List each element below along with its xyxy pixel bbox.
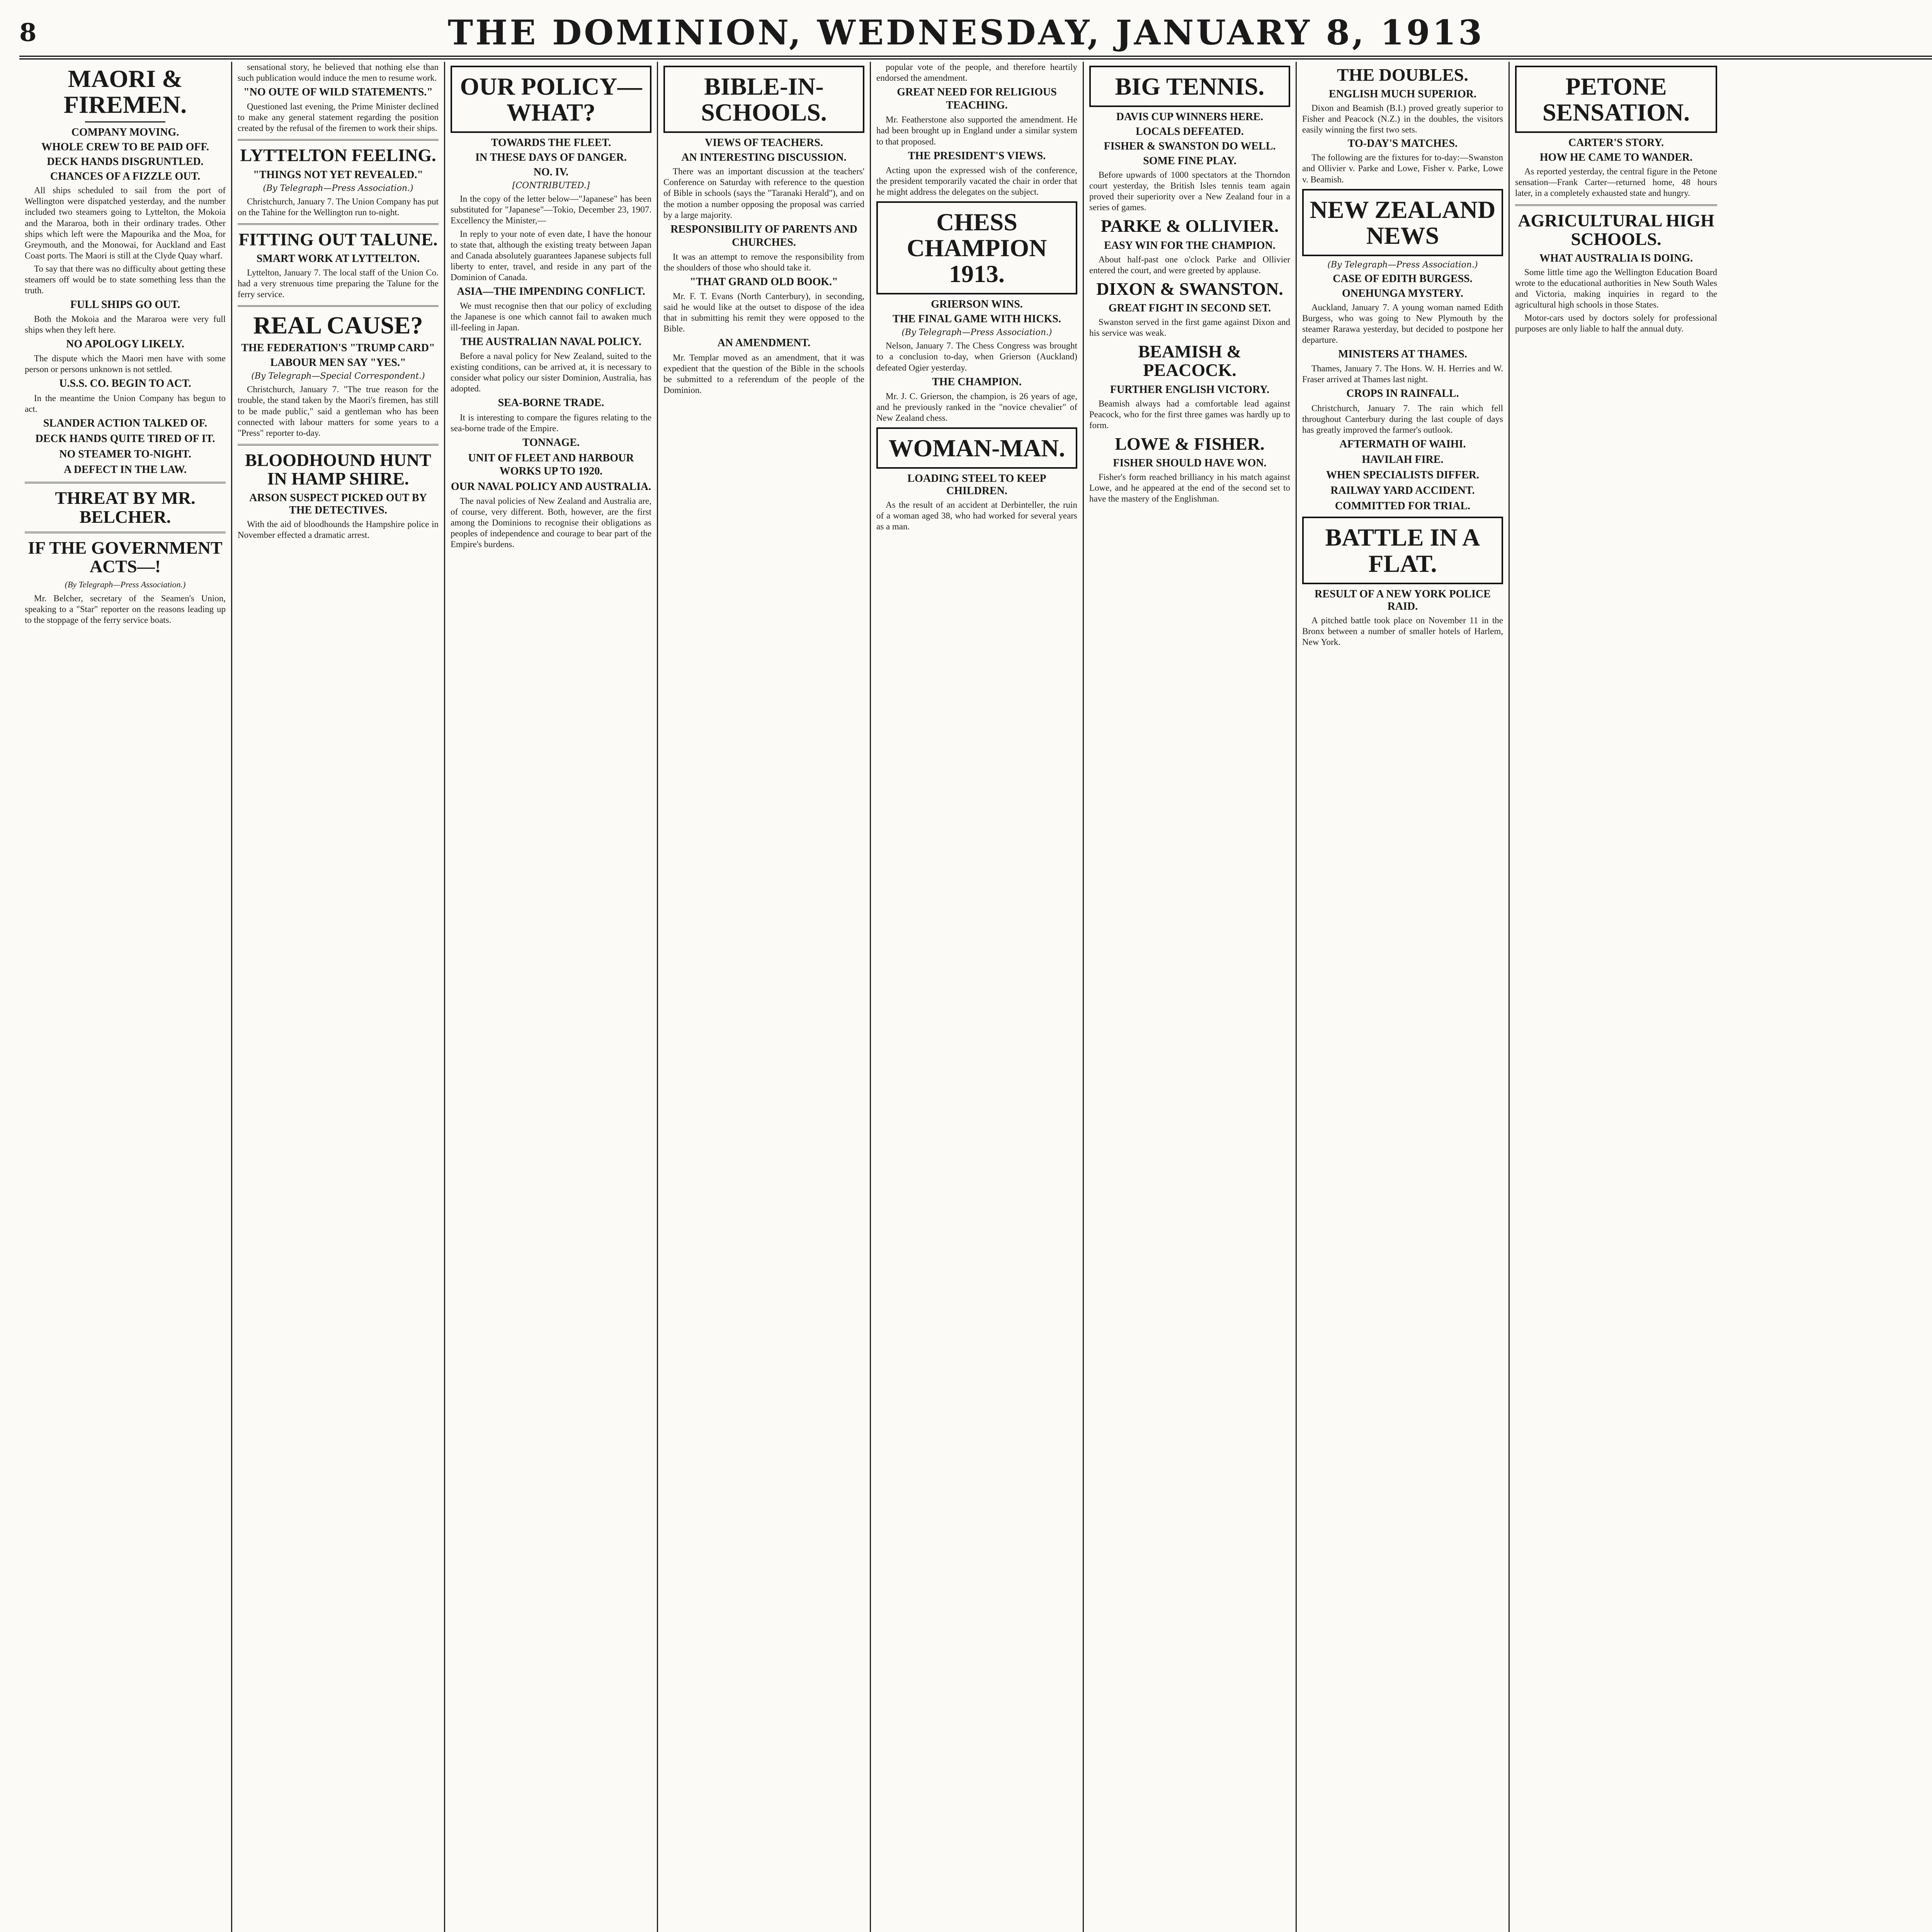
headline: BEAMISH & PEACOCK. (1138, 342, 1242, 380)
subhead: CARTER'S STORY. (1568, 137, 1664, 149)
subhead: TO-DAY'S MATCHES. (1347, 138, 1458, 150)
paragraph: Mr. Belcher, secretary of the Seamen's Union, speaking to a "Star" reporter on the reasons leading up to the stoppage of the ferry service boats. (25, 594, 226, 625)
headline-box (451, 66, 651, 133)
paragraph: Lyttelton, January 7. The local staff of the Union Co. had a very strenuous time preparing the Talune for the ferry service. (238, 268, 439, 299)
headline-box (1302, 517, 1503, 584)
paragraph: Fisher's form reached brilliancy in his match against Lowe, and he appeared at the end of the second set to have the mastery of the Englishman. (1089, 472, 1290, 504)
subhead: AN INTERESTING DISCUSSION. (681, 151, 847, 164)
byline: (By Telegraph—Press Association.) (263, 183, 413, 193)
headline: THREAT BY MR. BELCHER. (55, 488, 196, 527)
subhead: COMMITTED FOR TRIAL. (1335, 500, 1471, 512)
headline-box (876, 201, 1077, 295)
paragraph: Before a naval policy for New Zealand, suited to the existing conditions, can be arrived at, it is necessary to consider what policy our sister Dominion, Australia, has adopted. (451, 351, 651, 394)
headline: CHESS CHAMPION 1913. (906, 208, 1047, 288)
column-4 (658, 62, 871, 1932)
subhead: THE FEDERATION'S "TRUMP CARD" (241, 342, 435, 354)
headline: BIG TENNIS. (1115, 73, 1265, 100)
subhead: UNIT OF FLEET AND HARBOUR WORKS UP TO 1920. (468, 452, 634, 477)
byline: [CONTRIBUTED.] (512, 181, 590, 191)
subhead: WHAT AUSTRALIA IS DOING. (1539, 252, 1693, 265)
column-2 (232, 62, 445, 1932)
paragraph: The dispute which the Maori men have with some person or persons unknown is not settled. (25, 354, 226, 374)
headline: LYTTELTON FEELING. (240, 145, 436, 165)
subhead: MINISTERS AT THAMES. (1338, 348, 1467, 361)
subhead: THE PRESIDENT'S VIEWS. (908, 150, 1046, 162)
headline: PETONE SENSATION. (1542, 73, 1690, 126)
article-body (238, 62, 439, 134)
article-body (876, 62, 1077, 197)
article-body (238, 384, 439, 438)
paper-title: THE DOMINION, WEDNESDAY, JANUARY 8, 1913 (447, 12, 1485, 53)
paragraph: popular vote of the people, and therefore heartily endorsed the amendment. (876, 62, 1077, 83)
article-body (1089, 317, 1290, 338)
subhead: CASE OF EDITH BURGESS. (1333, 272, 1473, 285)
headline: LOWE & FISHER. (1115, 434, 1265, 454)
paragraph: Mr. J. C. Grierson, the champion, is 26 years of age, and he previously ranked in the "novice chevalier" of New Zealand chess. (876, 391, 1077, 423)
subhead: WHOLE CREW TO BE PAID OFF. (41, 141, 209, 153)
subhead: ENGLISH MUCH SUPERIOR. (1329, 88, 1476, 100)
subhead: AFTERMATH OF WAIHI. (1339, 438, 1466, 450)
paragraph: Christchurch, January 7. The Union Company has put on the Tahine for the Wellington run to-night. (238, 196, 439, 217)
separator (238, 444, 439, 446)
headline-box (1089, 66, 1290, 107)
subhead: HOW HE CAME TO WANDER. (1539, 151, 1693, 164)
paragraph: A pitched battle took place on November 11 in the Bronx between a number of smaller hotels of Harlem, New York. (1302, 615, 1503, 647)
rule (85, 121, 165, 122)
headline: MAORI & FIREMEN. (63, 65, 187, 119)
headline: THE DOUBLES. (1337, 65, 1468, 85)
subhead: NO STEAMER TO-NIGHT. (59, 448, 191, 460)
separator (25, 532, 226, 533)
subhead: CROPS IN RAINFALL. (1346, 388, 1459, 400)
paragraph: In the meantime the Union Company has begun to act. (25, 393, 226, 414)
paragraph: As the result of an accident at Derbinteller, the ruin of a woman aged 38, who had worked for several years as a man. (876, 500, 1077, 532)
subhead: LOCALS DEFEATED. (1136, 126, 1244, 138)
subhead: THE AUSTRALIAN NAVAL POLICY. (461, 336, 641, 348)
paragraph: Auckland, January 7. A young woman named Edith Burgess, who was going to New Plymouth by the steamer Rarawa yesterday, but decided to postpone her departure. (1302, 302, 1503, 345)
paragraph: About half-past one o'clock Parke and Ollivier entered the court, and were greeted by applause. (1089, 254, 1290, 275)
subhead: ASIA—THE IMPENDING CONFLICT. (457, 285, 645, 298)
headline-box (1302, 189, 1503, 256)
paragraph: Christchurch, January 7. The rain which fell throughout Canterbury during the last couple of days has greatly improved the farmer's outlook. (1302, 403, 1503, 435)
article-body (1302, 615, 1503, 648)
subhead: THE CHAMPION. (932, 376, 1022, 388)
article-body (1089, 398, 1290, 431)
subhead: FISHER SHOULD HAVE WON. (1113, 457, 1267, 469)
paragraph: It was an attempt to remove the responsibility from the shoulders of those who should take it. (663, 252, 864, 272)
headline: REAL CAUSE? (253, 311, 423, 339)
paragraph: The following are the fixtures for to-day:—Swanston and Ollivier v. Parke and Lowe, Fisher v. Parke, Lowe v. Beamish. (1302, 153, 1503, 184)
headline-box (1515, 66, 1717, 133)
subhead: WHEN SPECIALISTS DIFFER. (1326, 469, 1479, 481)
paragraph: It is interesting to compare the figures relating to the sea-borne trade of the Empire. (451, 412, 651, 433)
subhead: DECK HANDS DISGRUNTLED. (47, 156, 204, 168)
byline: (By Telegraph—Special Correspondent.) (251, 371, 425, 381)
subhead: "THAT GRAND OLD BOOK." (690, 276, 838, 288)
article-body (25, 185, 226, 626)
separator (238, 223, 439, 225)
article-body (1515, 267, 1717, 334)
paragraph: Thames, January 7. The Hons. W. H. Herries and W. Fraser arrived at Thames last night. (1302, 364, 1503, 384)
paragraph: Swanston served in the first game against Dixon and his service was weak. (1089, 317, 1290, 338)
paragraph: Nelson, January 7. The Chess Congress was brought to a conclusion to-day, when Grierson (Auckland) defeated Ogier yesterday. (876, 341, 1077, 372)
headline-box (663, 66, 864, 133)
subhead: DECK HANDS QUITE TIRED OF IT. (35, 432, 215, 445)
article-body (663, 166, 864, 395)
paragraph: Motor-cars used by doctors solely for professional purposes are only liable to half the annual duty. (1515, 313, 1717, 334)
article-body (1089, 170, 1290, 213)
article-body (238, 267, 439, 300)
paragraph: Both the Mokoia and the Mararoa were very full ships when they left here. (25, 314, 226, 335)
paragraph: As reported yesterday, the central figure in the Petone sensation—Frank Carter—returned home, 48 hours later, in a completely exhausted state and hungry. (1515, 167, 1717, 198)
byline: (By Telegraph—Press Association.) (901, 328, 1052, 338)
subhead: RESULT OF A NEW YORK POLICE RAID. (1315, 588, 1491, 612)
article-body (1302, 152, 1503, 185)
headline: OUR POLICY—WHAT? (460, 73, 642, 126)
paragraph: There was an important discussion at the teachers' Conference on Saturday with reference to the question of Bible in schools (says the "Taranaki Herald"), and on the motion a number opposing the proposal was carried by a large majority. (663, 167, 864, 220)
headline: NEW ZEALAND NEWS (1310, 196, 1496, 249)
paragraph: With the aid of bloodhounds the Hampshire police in November effected a dramatic arrest. (238, 519, 439, 540)
subhead: FISHER & SWANSTON DO WELL. (1104, 140, 1276, 153)
subhead: GREAT NEED FOR RELIGIOUS TEACHING. (897, 86, 1057, 112)
paragraph: Beamish always had a comfortable lead against Peacock, who for the first three games was hardly up to form. (1089, 398, 1290, 430)
article-body (1089, 254, 1290, 276)
headline: IF THE GOVERNMENT ACTS—! (28, 537, 223, 577)
page-number: 8 (19, 18, 37, 47)
headline: BATTLE IN A FLAT. (1325, 524, 1480, 577)
column-8 (1510, 62, 1723, 1932)
subhead: RAILWAY YARD ACCIDENT. (1330, 485, 1475, 497)
subhead: FURTHER ENGLISH VICTORY. (1110, 383, 1270, 396)
subhead: TOWARDS THE FLEET. (491, 137, 611, 149)
paragraph: Dixon and Beamish (B.I.) proved greatly superior to Fisher and Peacock (N.Z.) in the doubles, the visitors easily winning the first two sets. (1302, 103, 1503, 135)
headline: PARKE & OLLIVIER. (1100, 216, 1279, 236)
subhead: VIEWS OF TEACHERS. (705, 137, 823, 149)
paragraph: Mr. Featherstone also supported the amendment. He had been brought up in England under a similar system to that proposed. (876, 115, 1077, 146)
paragraph: Before upwards of 1000 spectators at the Thorndon court yesterday, the British Isles tennis team again proved their superiority over a New Zealand four in a series of games. (1089, 170, 1290, 213)
article-body (1302, 302, 1503, 513)
article-body (876, 500, 1077, 532)
subhead: NO APOLOGY LIKELY. (66, 338, 184, 350)
subhead: SLANDER ACTION TALKED OF. (43, 417, 207, 429)
column-3 (445, 62, 658, 1932)
article-body (876, 340, 1077, 423)
article-body (238, 196, 439, 218)
headline: FITTING OUT TALUNE. (238, 229, 438, 249)
subhead: AN AMENDMENT. (717, 337, 811, 349)
paragraph: Some little time ago the Wellington Education Board wrote to the educational authorities in New South Wales and Victoria, making inquiries in regard to the agricultural high schools in those States. (1515, 267, 1717, 310)
subhead: COMPANY MOVING. (71, 126, 179, 139)
subhead: SMART WORK AT LYTTELTON. (256, 253, 420, 265)
subhead: ONEHUNGA MYSTERY. (1342, 287, 1463, 299)
paragraph: Mr. F. T. Evans (North Canterbury), in seconding, said he would like at the outset to dispose of the idea that in submitting his remit they were opposed to the Bible. (663, 291, 864, 334)
subhead: "NO OUTE OF WILD STATEMENTS." (243, 86, 433, 99)
subhead: LABOUR MEN SAY "YES." (270, 357, 406, 369)
headline: BLOODHOUND HUNT IN HAMP SHIRE. (245, 450, 431, 488)
column-6 (1084, 62, 1297, 1932)
subhead: RESPONSIBILITY OF PARENTS AND CHURCHES. (670, 223, 857, 248)
headline: AGRICULTURAL HIGH SCHOOLS. (1518, 210, 1714, 249)
subhead: IN THESE DAYS OF DANGER. (475, 151, 627, 164)
headline-box (876, 427, 1077, 469)
subhead: A DEFECT IN THE LAW. (64, 464, 187, 476)
separator (238, 139, 439, 141)
subhead: LOADING STEEL TO KEEP CHILDREN. (907, 473, 1046, 497)
byline: (By Telegraph—Press Association.) (65, 580, 186, 590)
paragraph: All ships scheduled to sail from the port of Wellington were dispatched yesterday, and the number included two steamers going to Lyttelton, the Mokoia and the Mararoa, both in their ordinary trades. Other ships which left were the Mapourika and the Moa, for Greymouth, and the Monowai, for Auckland and East Coast ports. The Maori is still at the Clyde Quay wharf. (25, 185, 226, 260)
article-body (238, 519, 439, 541)
column-1 (19, 62, 232, 1932)
subhead: DAVIS CUP WINNERS HERE. (1116, 111, 1264, 123)
headline: BIBLE-IN-SCHOOLS. (701, 73, 827, 126)
article-body (451, 194, 651, 550)
subhead: CHANCES OF A FIZZLE OUT. (50, 170, 201, 183)
subhead: U.S.S. CO. BEGIN TO ACT. (59, 378, 191, 390)
masthead (19, 9, 1932, 60)
subhead: "THINGS NOT YET REVEALED." (253, 168, 423, 181)
separator (1515, 204, 1717, 206)
subhead: SEA-BORNE TRADE. (498, 397, 604, 409)
subhead: EASY WIN FOR THE CHAMPION. (1104, 239, 1276, 252)
subhead: TONNAGE. (522, 436, 580, 449)
byline: (By Telegraph—Press Association.) (1327, 260, 1478, 270)
paragraph: The naval policies of New Zealand and Australia are, of course, very different. Both, however, are the first among the Dominions to recognise their obligations as peoples of independence and courage to bear part of the Empire's burdens. (451, 496, 651, 549)
subhead: GRIERSON WINS. (931, 298, 1023, 311)
article-body (1515, 166, 1717, 199)
paragraph: Mr. Templar moved as an amendment, that it was expedient that the question of the Bible in the schools be submitted to a referendum of the people of the Dominion. (663, 352, 864, 395)
subhead: NO. IV. (533, 166, 569, 179)
paragraph: Christchurch, January 7. "The true reason for the trouble, the stand taken by the Maori's firemen, has still to be made public," said a gentleman who has been connected with labour matters for some years to a "Press" reporter to-day. (238, 384, 439, 438)
headline: DIXON & SWANSTON. (1096, 279, 1283, 299)
subhead: FULL SHIPS GO OUT. (70, 298, 180, 311)
article-body (1302, 103, 1503, 135)
paragraph: Acting upon the expressed wish of the conference, the president temporarily vacated the chair in order that he might address the delegates on the subject. (876, 165, 1077, 197)
subhead: SOME FINE PLAY. (1143, 155, 1236, 167)
columns (19, 62, 1932, 1932)
paragraph: In reply to your note of even date, I have the honour to state that, although the existing treaty between Japan and Canada absolutely guarantees Japanese subjects full liberty to enter, travel, and reside in any part of the Dominion of Canada. (451, 229, 651, 282)
subhead: OUR NAVAL POLICY AND AUSTRALIA. (451, 481, 651, 493)
subhead: HAVILAH FIRE. (1362, 453, 1444, 466)
paragraph: sensational story, he believed that nothing else than such publication would induce the men to resume work. (238, 62, 439, 83)
subhead: ARSON SUSPECT PICKED OUT BY THE DETECTIVES. (249, 492, 427, 517)
column-5 (871, 62, 1084, 1932)
paragraph: Questioned last evening, the Prime Minister declined to make any general statement regarding the position created by the refusal of the firemen to work their ships. (238, 102, 439, 133)
paragraph: To say that there was no difficulty about getting these steamers off would be to state something less than the truth. (25, 264, 226, 295)
paragraph: We must recognise then that our policy of excluding the Japanese is one which cannot fail to awaken much ill-feeling in Japan. (451, 301, 651, 332)
separator (25, 482, 226, 483)
paragraph: In the copy of the letter below—"Japanese" has been substituted for "Japanese"—Tokio, December 23, 1907. Excellency the Minister,— (451, 194, 651, 226)
article-body (1089, 472, 1290, 504)
subhead: GREAT FIGHT IN SECOND SET. (1108, 302, 1271, 315)
headline: WOMAN-MAN. (888, 434, 1065, 462)
subhead: THE FINAL GAME WITH HICKS. (893, 313, 1061, 325)
column-7 (1297, 62, 1510, 1932)
separator (238, 305, 439, 307)
